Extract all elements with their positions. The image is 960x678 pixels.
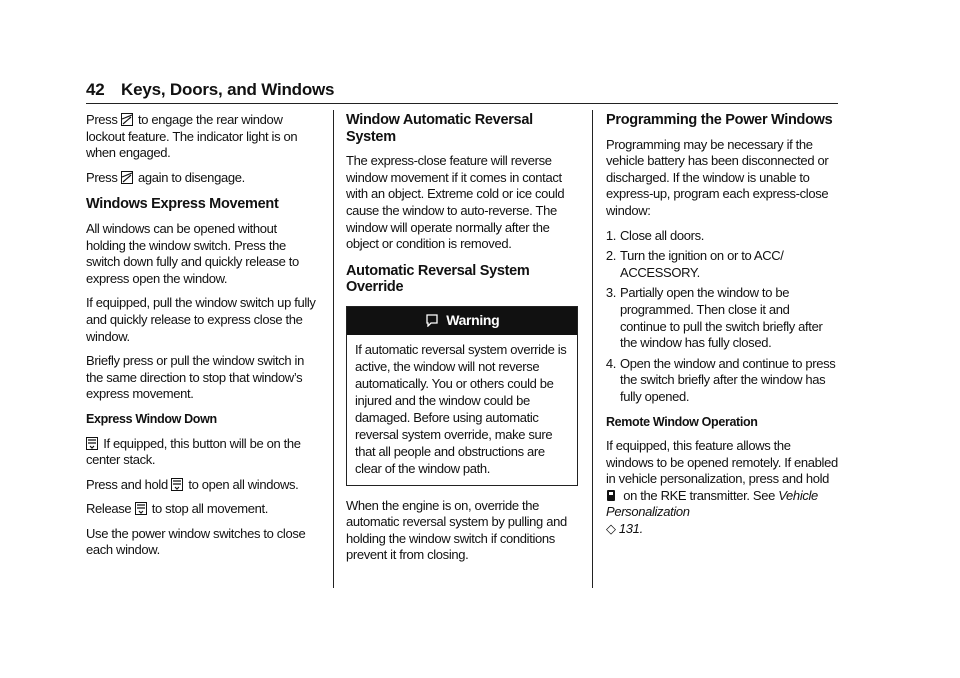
heading-automatic-reversal: Window Automatic Reversal System <box>346 112 533 145</box>
subheading-express-window-down: Express Window Down <box>86 411 217 426</box>
list-item: 1. Close all doors. <box>605 227 704 243</box>
paragraph: Programming may be necessary if the vehicle battery has been disconnected or discharged. If the window is unable to express-up, program each express-close window: <box>606 136 829 218</box>
paragraph: Press and hold to open all windows. <box>86 476 299 492</box>
warning-text: If automatic reversal system override is active, the window will not reverse automatically. You or others could be injured and the window could be damaged. Before using automatic reversal system override, make sure that all people and obstructions are clear of the window path. <box>355 341 567 476</box>
column-1 <box>86 112 318 567</box>
express-window-down-icon <box>135 502 147 515</box>
key-fob-icon <box>606 489 618 502</box>
cross-reference[interactable]: Vehicle Personalization <box>606 487 818 520</box>
header-rule <box>86 103 838 104</box>
heading-programming: Programming the Power Windows <box>606 112 833 128</box>
warning-box <box>346 306 578 486</box>
paragraph: When the engine is on, override the automatic reversal system by pulling and holding the window switch if conditions prevent it from closing. <box>346 497 567 563</box>
column-2 <box>346 112 578 572</box>
rear-window-lockout-icon <box>121 171 133 184</box>
list-item: 3. Partially open the window to be programmed. Then close it and continue to pull the switch briefly after the window has fully closed. <box>605 285 823 351</box>
page-number: 42 <box>86 80 105 99</box>
warning-header <box>347 307 577 335</box>
paragraph: Press to engage the rear window lockout feature. The indicator light is on when engaged. <box>86 112 298 161</box>
paragraph: Use the power window switches to close each window. <box>86 525 306 558</box>
paragraph: If equipped, this button will be on the center stack. <box>86 435 301 468</box>
paragraph: If equipped, pull the window switch up fully and quickly release to express close the window. <box>86 295 316 344</box>
column-3 <box>606 112 838 546</box>
section-title: Keys, Doors, and Windows <box>121 80 335 99</box>
subheading-remote-window: Remote Window Operation <box>606 414 758 429</box>
warning-icon <box>425 313 439 331</box>
heading-express-movement: Windows Express Movement <box>86 196 279 213</box>
paragraph: Release to stop all movement. <box>86 501 268 517</box>
paragraph: If equipped, this feature allows the windows to be opened remotely. If enabled in vehicle personalization, press and hold on the RKE transmitter. See Vehicle Personalization ◇ 131. <box>606 438 838 537</box>
column-divider <box>592 110 593 588</box>
page-ref-number[interactable]: 131 <box>618 521 640 537</box>
paragraph: Briefly press or pull the window switch in the same direction to stop that window’s express movement. <box>86 353 304 402</box>
paragraph: Press again to disengage. <box>86 169 245 185</box>
paragraph: All windows can be opened without holding the window switch. Press the switch down fully and quickly release to express open the window. <box>86 220 299 286</box>
list-item: 2. Turn the ignition on or to ACC/ ACCESSORY. <box>605 248 784 280</box>
page-ref-arrow-icon: ◇ <box>606 521 616 537</box>
list-item: 4. Open the window and continue to press the switch briefly after the window has fully opened. <box>605 355 836 404</box>
steps-list <box>606 228 838 406</box>
warning-title: Warning <box>446 311 500 328</box>
column-divider <box>333 110 334 588</box>
express-window-down-icon <box>171 478 183 491</box>
heading-reversal-override: Automatic Reversal System Override <box>346 262 530 296</box>
page-header <box>86 80 838 100</box>
rear-window-lockout-icon <box>121 113 133 126</box>
paragraph: The express-close feature will reverse window movement if it comes in contact with an object. Extreme cold or ice could cause the window to auto-reverse. The window will operate normally after the object or condition is removed. <box>346 153 565 252</box>
express-window-down-icon <box>86 437 98 450</box>
